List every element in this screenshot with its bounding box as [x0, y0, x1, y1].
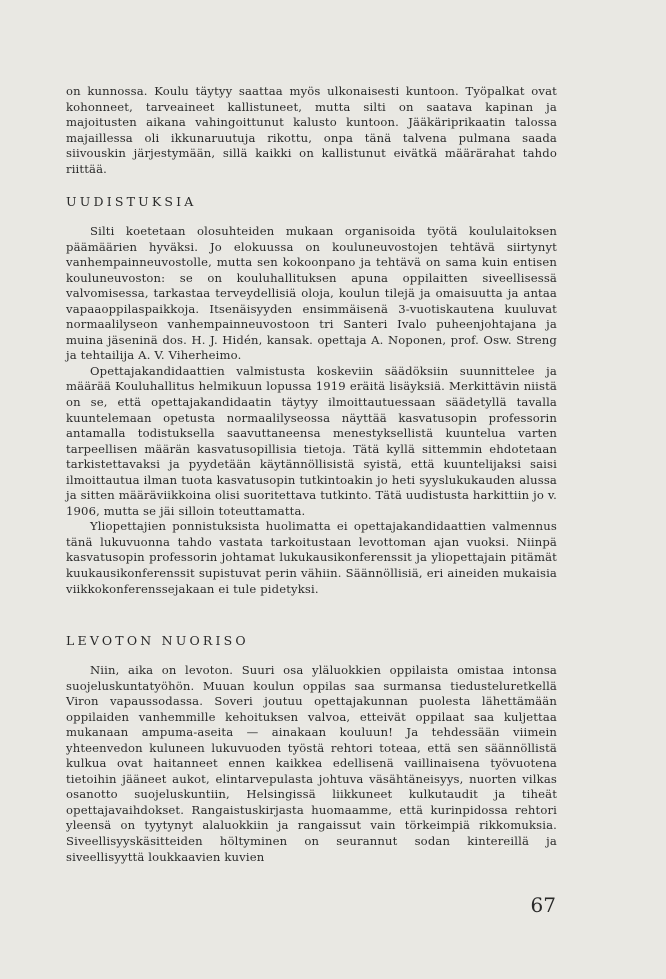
paragraph: Opettajakandidaattien valmistusta koskeviin säädöksiin suunnittelee ja määrää Kouluhallitus helmikuun lopussa 1919 eräitä lisäyksiä. Merkittävin niistä on se, että opettajakandidaatin täytyy ilmoittautuessaan säädetyllä tavalla kuuntelemaan opetusta normaalilyseossa näyttää kasvatusopin professorin antamalla todistuksella saavuttaneensa menestyksellistä kuuntelua varten tarpeellisen määrän kasvatusopillisia tietoja. Tätä kyllä sittemmin ehdotetaan tarkistettavaksi ja pyydetään käytännöllisistä syistä, että kuuntelijaksi saisi ilmoittautua ilman tuota kasvatusopin tutkintoakin jo heti syyslukukauden alussa ja sitten määräviikkoina olisi suoritettava tutkinto. Tätä uudistusta harkittiin jo v. 1906, mutta se jäi silloin toteuttamatta.: [66, 363, 557, 518]
section-heading-uudistuksia: UUDISTUKSIA: [66, 194, 197, 209]
paragraph: Niin, aika on levoton. Suuri osa yläluokkien oppilaista omistaa intonsa suojeluskuntatyöhön. Muuan koulun oppilas saa surmansa tiedusteluretkellä Viron vapaussodassa. Soveri joutuu opettajakunnan puolesta lähettämään oppilaiden vanhemmille kehoituksen valvoa, etteivät oppilaat saa kuljettaa mukanaan ampuma-aseita — ainakaan kouluun! Ja tehdessään viimein yhteenvedon kuluneen lukuvuoden työstä rehtori toteaa, että sen säännöllistä kulkua ovat haitanneet ennen kaikkea edellisenä vaillinaisena työvuotena tietoihin jääneet aukot, elintarvepulasta johtuva väsähtäneisyys, nuorten vilkas osanotto suojeluskuntiin, Helsingissä liikkuneet kulkutaudit ja tiheät opettajavaihdokset. Rangaistuskirjasta huomaamme, että kurinpidossa rehtori yleensä on tyytynyt alaluokkiin ja rangaissut vain törkeimpiä rikkomuksia. Siveellisyyskäsitteiden höltyminen on seurannut sodan kintereillä ja siveellisyyttä loukkaavien kuvien: [66, 663, 557, 864]
paragraph: Yliopettajien ponnistuksista huolimatta ei opettajakandidaattien valmennus tänä lukuvuonna tahdo vastata tarkoitustaan levottoman ajan vuoksi. Niinpä kasvatusopin professorin johtamat lukukausikonferenssit ja yliopettajain pitämät kuukausikonferenssit supistuvat perin vähiin. Säännöllisiä, eri aineiden mukaisia viikkokonferenssejakaan ei tule pidetyksi.: [66, 519, 557, 596]
section-heading-levoton-nuoriso: LEVOTON NUORISO: [66, 633, 249, 648]
intro-paragraph-block: [66, 84, 557, 177]
section-body-levoton-nuoriso: [66, 663, 557, 865]
intro-paragraph: on kunnossa. Koulu täytyy saattaa myös ulkonaisesti kuntoon. Työpalkat ovat kohonneet, tarveaineet kallistuneet, mutta silti on saatava kapinan ja majoitusten aikana vahingoittunut kalusto kuntoon. Jääkäriprikaatin talossa majaillessa oli ikkunaruutuja rikottu, onpa tänä talvena pulmana saada siivouskin järjestymään, sillä kaikki on kallistunut eivätkä määrärahat tahdo riittää.: [66, 84, 557, 176]
page-number: 67: [530, 893, 556, 917]
section-body-uudistuksia: [66, 224, 557, 597]
paragraph: Silti koetetaan olosuhteiden mukaan organisoida työtä koululaitoksen päämäärien hyväksi. Jo elokuussa on kouluneuvostojen tehtävä siirtynyt vanhempainneuvostolle, mutta sen kokoonpano ja tehtävä on sama kuin entisen kouluneuvoston: se on kouluhallituksen apuna oppilaitten siveellisessä valvomisessa, tarkastaa terveydellisiä oloja, koulun tilejä ja omaisuutta ja antaa vapaaoppilaspaikkoja. Itsenäisyyden ensimmäisenä 3-vuotiskautena kuuluvat normaalilyseon vanhempainneuvostoon tri Santeri Ivalo puheenjohtajana ja muina jäseninä dos. H. J. Hidén, kansak. opettaja A. Noponen, prof. Osw. Streng ja tehtailija A. V. Viherheimo.: [66, 224, 557, 363]
